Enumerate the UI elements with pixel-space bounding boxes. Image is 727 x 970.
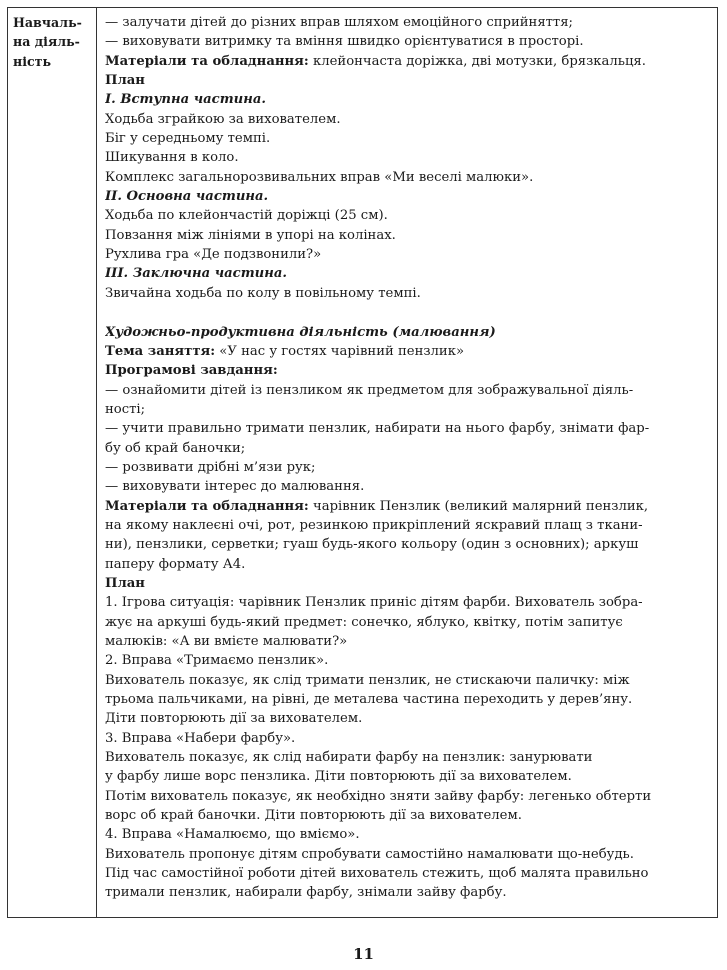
body-text: на якому наклеєні очі, рот, резинкою прикріплений яскравий плащ з ткани- xyxy=(105,517,643,533)
text-line xyxy=(105,129,711,148)
section-content-cell xyxy=(97,8,717,917)
text-line xyxy=(105,206,711,225)
emphasis-text: Художньо-продуктивна діяльність (малювання) xyxy=(105,324,496,340)
body-text: паперу формату А4. xyxy=(105,556,246,572)
emphasis-text: План xyxy=(105,73,145,89)
emphasis-text: ІІІ. Заключна частина. xyxy=(105,266,287,282)
emphasis-text: План xyxy=(105,575,145,591)
text-line xyxy=(105,806,711,825)
body-text: чарівник Пензлик (великий малярний пензлик, xyxy=(308,498,649,514)
body-text: — виховувати інтерес до малювання. xyxy=(105,479,365,495)
text-line xyxy=(105,787,711,806)
body-text: ни), пензлики, серветки; гуаш будь-якого кольору (один з основних); аркуш xyxy=(105,537,639,553)
body-text: у фарбу лише ворс пензлика. Діти повторюють дії за вихователем. xyxy=(105,769,572,785)
page-number: 11 xyxy=(353,945,374,963)
text-line xyxy=(105,593,711,612)
text-line xyxy=(105,400,711,419)
text-line xyxy=(105,284,711,303)
body-text: «У нас у гостях чарівний пензлик» xyxy=(215,343,465,359)
text-line xyxy=(105,187,711,206)
body-text: Під час самостійної роботи дітей вихователь стежить, щоб малята правильно xyxy=(105,866,649,882)
section-label-cell xyxy=(8,8,97,917)
text-line xyxy=(105,90,711,109)
body-text: Біг у середньому темпі. xyxy=(105,131,271,147)
text-line xyxy=(105,516,711,535)
body-text: 1. Ігрова ситуація: чарівник Пензлик приніс дітям фарби. Вихователь зобра- xyxy=(105,595,643,611)
body-text: — ознайомити дітей із пензликом як предметом для зображувальної діяль- xyxy=(105,382,634,398)
text-line xyxy=(105,535,711,554)
emphasis-text: ІІ. Основна частина. xyxy=(105,189,269,205)
text-line xyxy=(105,651,711,670)
body-text: бу об край баночки; xyxy=(105,440,246,456)
body-text: — залучати дітей до різних вправ шляхом емоційного сприйняття; xyxy=(105,15,573,30)
body-text: Шикування в коло. xyxy=(105,150,239,166)
body-text: Вихователь пропонує дітям спробувати самостійно намалювати що-небудь. xyxy=(105,846,634,862)
emphasis-text: Матеріали та обладнання: xyxy=(105,53,309,69)
text-line xyxy=(105,168,711,187)
body-text: тримали пензлик, набирали фарбу, знімали зайву фарбу. xyxy=(105,885,507,901)
text-line xyxy=(105,632,711,651)
text-line xyxy=(105,825,711,844)
text-line xyxy=(105,748,711,767)
text-line xyxy=(105,613,711,632)
emphasis-text: Програмові завдання: xyxy=(105,363,278,379)
text-line xyxy=(105,845,711,864)
text-line xyxy=(105,245,711,264)
body-text: Вихователь показує, як слід набирати фарбу на пензлик: занурювати xyxy=(105,750,593,766)
text-line xyxy=(105,148,711,167)
text-line xyxy=(105,574,711,593)
text-line xyxy=(105,497,711,516)
text-line xyxy=(105,13,711,32)
body-text: Ходьба по клейончастій доріжці (25 см). xyxy=(105,208,388,224)
body-text: — виховувати витримку та вміння швидко орієнтуватися в просторі. xyxy=(105,34,584,50)
body-text: малюків: «А ви вмієте малювати?» xyxy=(105,634,348,649)
text-line xyxy=(105,767,711,786)
body-text: Комплекс загальнорозвивальних вправ «Ми веселі малюки». xyxy=(105,169,534,185)
body-text: ворс об край баночки. Діти повторюють дії за вихователем. xyxy=(105,808,522,824)
body-text: Повзання між лініями в упорі на колінах. xyxy=(105,227,396,243)
body-text: трьома пальчиками, на рівні, де металева частина переходить у дерев’яну. xyxy=(105,692,633,708)
body-text: 2. Вправа «Тримаємо пензлик». xyxy=(105,653,329,669)
text-line xyxy=(105,864,711,883)
body-text: клейончаста доріжка, дві мотузки, брязкальця. xyxy=(308,53,646,69)
text-line xyxy=(105,381,711,400)
text-line xyxy=(105,110,711,129)
text-line xyxy=(105,883,711,902)
text-line xyxy=(105,477,711,496)
text-line xyxy=(105,458,711,477)
body-text: 3. Вправа «Набери фарбу». xyxy=(105,730,296,746)
body-text: Звичайна ходьба по колу в повільному темпі. xyxy=(105,285,421,301)
text-line xyxy=(105,690,711,709)
body-text: Вихователь показує, як слід тримати пензлик, не стискаючи паличку: між xyxy=(105,672,630,688)
body-text: Ходьба зграйкою за вихователем. xyxy=(105,111,341,127)
emphasis-text: І. Вступна частина. xyxy=(105,92,266,108)
text-line xyxy=(105,323,711,342)
body-text: — розвивати дрібні м’язи рук; xyxy=(105,459,316,475)
body-text: жує на аркуші будь-який предмет: сонечко, яблуко, квітку, потім запитує xyxy=(105,614,623,630)
text-line xyxy=(105,264,711,283)
text-line xyxy=(105,71,711,90)
text-line xyxy=(105,52,711,71)
body-text: Потім вихователь показує, як необхідно зняти зайву фарбу: легенько обтерти xyxy=(105,788,652,804)
blank-line xyxy=(105,303,711,322)
text-line xyxy=(105,729,711,748)
text-line xyxy=(105,361,711,380)
text-line xyxy=(105,439,711,458)
body-text: Рухлива гра «Де подзвонили?» xyxy=(105,247,322,263)
text-line xyxy=(105,226,711,245)
text-line xyxy=(105,342,711,361)
text-line xyxy=(105,671,711,690)
text-line xyxy=(105,555,711,574)
body-text: ності; xyxy=(105,401,146,417)
emphasis-text: Матеріали та обладнання: xyxy=(105,498,309,514)
content-table xyxy=(7,7,718,918)
text-line xyxy=(105,709,711,728)
body-text: 4. Вправа «Намалюємо, що вміємо». xyxy=(105,827,360,843)
emphasis-text: Тема заняття: xyxy=(105,343,216,359)
body-text: Діти повторюють дії за вихователем. xyxy=(105,711,363,727)
text-line xyxy=(105,419,711,438)
section-label: Навчаль- на діяль- ність xyxy=(13,15,82,69)
body-text: — учити правильно тримати пензлик, набирати на нього фарбу, знімати фар- xyxy=(105,421,650,437)
text-line xyxy=(105,32,711,51)
